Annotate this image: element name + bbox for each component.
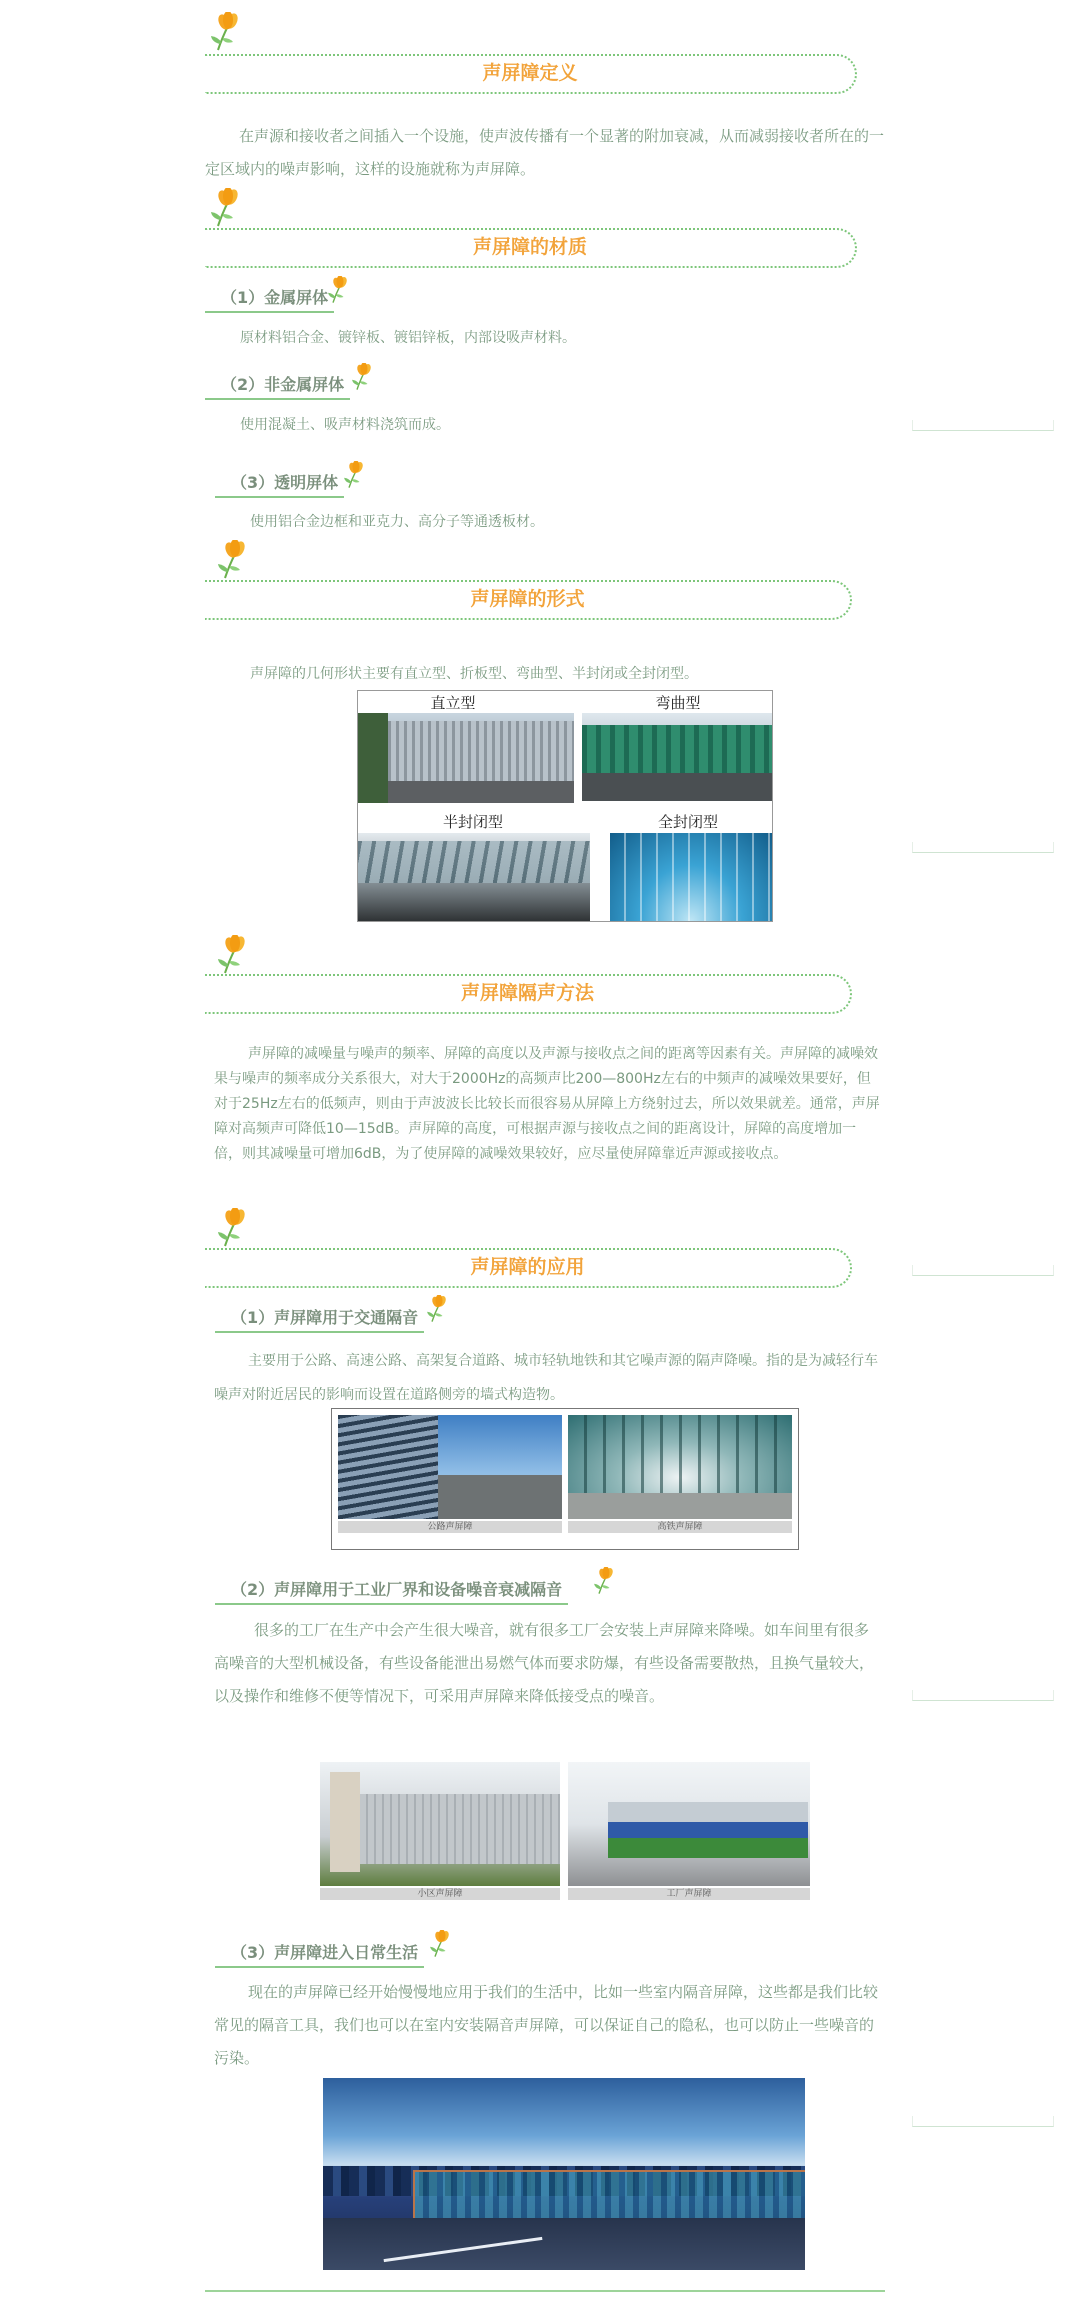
subheading-traffic: （1）声屏障用于交通隔音 [215,1305,424,1333]
traffic-paragraph: 主要用于公路、高速公路、高架复合道路、城市轻轨地铁和其它噪声源的隔声降噪。指的是为减轻行车噪声对附近居民的影响而设置在道路侧旁的墙式构造物。 [214,1353,878,1403]
industrial-paragraph: 很多的工厂在生产中会产生很大噪音，就有很多工厂会安装上声屏障来降噪。如车间里有很多高噪音的大型机械设备，有些设备能泄出易燃气体而要求防爆，有些设备需要散热，且换气量较大，以及操作和维修不便等情况下，可采用声屏障来降低接受点的噪音。 [214,1621,875,1705]
form-photo-grid [357,690,773,922]
orange-flower-icon [215,540,255,580]
factory-barrier-photo [568,1762,810,1886]
orange-flower-icon [592,1567,620,1595]
section-title-definition: 声屏障定义 [482,62,578,84]
section-title-method: 声屏障隔声方法 [460,982,594,1004]
orange-flower-icon [215,935,255,975]
curved-barrier-photo [582,713,772,801]
photo-caption: 公路声屏障 [338,1521,562,1533]
orange-flower-icon [208,12,248,52]
residential-barrier-photo [320,1762,560,1886]
traffic-photo-frame [331,1408,799,1550]
section-title-form: 声屏障的形式 [470,588,585,610]
subheading-transparent: （3）透明屏体 [215,470,344,498]
photo-caption: 工厂声屏障 [568,1888,810,1900]
section-title-application: 声屏障的应用 [470,1256,585,1278]
railway-barrier-photo [568,1415,792,1519]
bottom-divider [205,2290,885,2292]
material-text: 使用铝合金边框和亚克力、高分子等通透板材。 [250,514,544,530]
orange-flower-icon [208,188,248,228]
subheading-nonmetal: （2）非金属屏体 [205,372,350,400]
orange-flower-icon [215,1208,255,1248]
subheading-metal: （1）金属屏体 [205,285,334,313]
side-divider [912,1690,1054,1701]
photo-caption: 高铁声屏障 [568,1521,792,1533]
orange-flower-icon [425,1295,453,1323]
orange-flower-icon [326,276,354,304]
semi-enclosed-barrier-photo [358,833,590,921]
photo-title: 半封闭型 [442,813,503,831]
side-divider [912,420,1054,431]
photo-title: 直立型 [430,694,476,712]
straight-barrier-photo [358,713,574,803]
form-paragraph: 声屏障的几何形状主要有直立型、折板型、弯曲型、半封闭或全封闭型。 [250,666,698,682]
photo-title: 全封闭型 [657,813,718,831]
fully-enclosed-barrier-photo [610,833,772,921]
photo-caption: 小区声屏障 [320,1888,560,1900]
orange-flower-icon [428,1930,456,1958]
highway-barrier-photo [338,1415,562,1519]
orange-flower-icon [350,363,378,391]
urban-barrier-illustration [323,2078,805,2270]
subheading-industrial: （2）声屏障用于工业厂界和设备噪音衰减隔音 [215,1577,568,1605]
section-title-material: 声屏障的材质 [472,236,587,258]
side-divider [912,2116,1054,2127]
orange-flower-icon [342,461,370,489]
material-text: 原材料铝合金、镀锌板、镀铝锌板，内部设吸声材料。 [240,330,576,346]
material-text: 使用混凝土、吸声材料浇筑而成。 [240,417,450,433]
photo-title: 弯曲型 [655,694,701,712]
definition-paragraph: 在声源和接收者之间插入一个设施，使声波传播有一个显著的附加衰减，从而减弱接收者所在的一定区域内的噪声影响，这样的设施就称为声屏障。 [205,127,885,178]
subheading-daily-life: （3）声屏障进入日常生活 [215,1940,424,1968]
industrial-photo-frame [320,1762,810,1902]
side-divider [912,1265,1054,1276]
side-divider [912,842,1054,853]
daily-life-paragraph: 现在的声屏障已经开始慢慢地应用于我们的生活中，比如一些室内隔音屏障，这些都是我们比较常见的隔音工具，我们也可以在室内安装隔音声屏障，可以保证自己的隐私，也可以防止一些噪音的污染。 [214,1983,879,2067]
method-paragraph: 声屏障的减噪量与噪声的频率、屏障的高度以及声源与接收点之间的距离等因素有关。声屏障的减噪效果与噪声的频率成分关系很大，对大于2000Hz的高频声比200—800Hz左右的中频声的减噪效果要好，但对于25Hz左右的低频声，则由于声波波长比较长而很容易从屏障上方绕射过去，所以效果就差。通常，声屏障对高频声可降低10—15dB。声屏障的高度，可根据声源与接收点之间的距离设计，屏障的高度增加一倍，则其减噪量可增加6dB，为了使屏障的减噪效果较好，应尽量使屏障靠近声源或接收点。 [214,1046,880,1162]
